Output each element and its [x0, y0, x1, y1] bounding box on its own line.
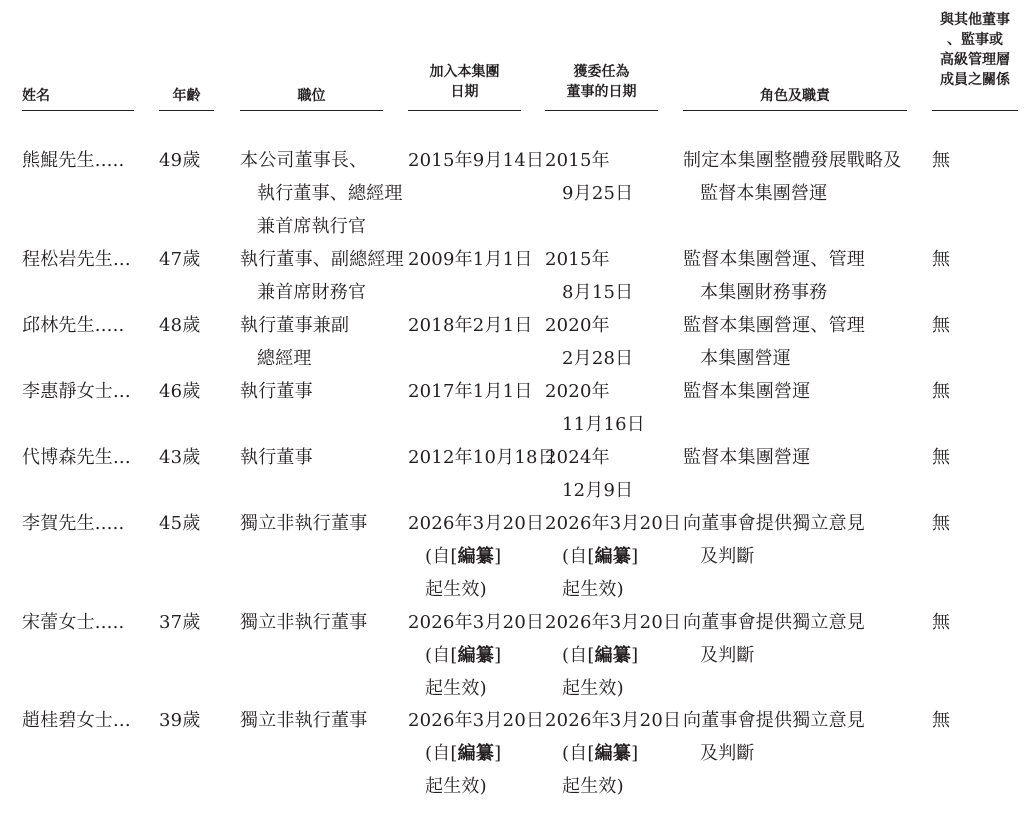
cell-appoint-date [545, 375, 645, 441]
cell-line: 2018年2月1日 [408, 315, 533, 336]
cell-relationship: 無 [932, 150, 951, 171]
cell-appoint-date [545, 243, 633, 309]
cell-line: 獨立非執行董事 [240, 710, 368, 731]
header-appoint-date: 獲委任為 董事的日期 [566, 64, 637, 100]
cell-line: (自[編纂] [425, 645, 502, 666]
cell-position [240, 507, 367, 540]
cell-name: 李惠靜女士... [22, 381, 131, 402]
header-relationship: 與其他董事 、監事或 高級管理層 成員之關係 [940, 12, 1010, 88]
header-rule-relationship [932, 110, 1018, 111]
header-rule-join-date [408, 110, 521, 111]
cell-line: 2026年3月20日 [545, 513, 682, 534]
cell-age: 48歲 [159, 315, 201, 336]
cell-line: 起生效) [562, 678, 624, 699]
cell-line: 監督本集團營運 [700, 183, 828, 204]
cell-roles [683, 243, 865, 309]
cell-relationship: 無 [932, 447, 951, 468]
header-rule-position [240, 110, 383, 111]
cell-roles [683, 507, 865, 573]
cell-line: 執行董事兼副 [240, 315, 350, 336]
cell-join-date [408, 704, 544, 803]
cell-roles [683, 606, 865, 672]
cell-age: 43歲 [159, 447, 201, 468]
cell-name: 邱林先生..... [22, 315, 125, 336]
cell-line: 本集團營運 [700, 348, 791, 369]
header-position: 職位 [297, 88, 326, 104]
cell-line: 及判斷 [700, 546, 755, 567]
cell-line: 向董事會提供獨立意見 [683, 710, 865, 731]
header-rule-appoint-date [545, 110, 658, 111]
cell-line: 兼首席財務官 [257, 282, 367, 303]
cell-line: 起生效) [562, 776, 624, 797]
cell-line: 總經理 [257, 348, 312, 369]
cell-line: 2015年 [545, 249, 610, 270]
cell-join-date [408, 243, 533, 276]
cell-age: 39歲 [159, 710, 201, 731]
cell-roles [683, 375, 810, 408]
cell-line: 及判斷 [700, 645, 755, 666]
cell-roles [683, 704, 865, 770]
cell-appoint-date [545, 507, 681, 606]
header-rule-roles [683, 110, 907, 111]
cell-line: (自[編纂] [562, 645, 639, 666]
cell-appoint-date [545, 441, 633, 507]
cell-position [240, 309, 349, 375]
cell-position [240, 704, 367, 737]
cell-line: 獨立非執行董事 [240, 612, 368, 633]
cell-position [240, 441, 313, 474]
cell-join-date [408, 507, 544, 606]
cell-join-date [408, 309, 533, 342]
cell-line: 及判斷 [700, 743, 755, 764]
cell-position [240, 144, 403, 243]
cell-line: 起生效) [562, 579, 624, 600]
cell-line: 起生效) [425, 579, 487, 600]
cell-join-date [408, 606, 544, 705]
cell-line: 兼首席執行官 [257, 216, 367, 237]
cell-relationship: 無 [932, 381, 951, 402]
cell-name: 熊鯤先生..... [22, 150, 125, 171]
cell-position [240, 243, 404, 309]
cell-appoint-date [545, 309, 633, 375]
cell-position [240, 606, 367, 639]
cell-line: 2020年 [545, 381, 610, 402]
cell-line: 本公司董事長、 [240, 150, 368, 171]
cell-line: 起生效) [425, 678, 487, 699]
cell-line: 執行董事 [240, 447, 313, 468]
cell-join-date [408, 441, 556, 474]
cell-line: 2015年 [545, 150, 610, 171]
cell-line: 起生效) [425, 776, 487, 797]
cell-line: 2026年3月20日 [408, 513, 545, 534]
cell-line: 2026年3月20日 [408, 612, 545, 633]
cell-line: 2月28日 [562, 348, 634, 369]
cell-name: 程松岩先生... [22, 249, 131, 270]
cell-line: 8月15日 [562, 282, 634, 303]
cell-line: 2012年10月18日 [408, 447, 556, 468]
cell-line: 執行董事、副總經理 [240, 249, 404, 270]
header-roles: 角色及職責 [760, 88, 830, 104]
cell-relationship: 無 [932, 315, 951, 336]
cell-position [240, 375, 313, 408]
cell-age: 47歲 [159, 249, 201, 270]
cell-line: 獨立非執行董事 [240, 513, 368, 534]
cell-join-date [408, 375, 533, 408]
cell-age: 49歲 [159, 150, 201, 171]
cell-line: 向董事會提供獨立意見 [683, 612, 865, 633]
cell-line: 監督本集團營運、管理 [683, 315, 865, 336]
cell-line: 本集團財務事務 [700, 282, 828, 303]
cell-join-date [408, 144, 544, 177]
cell-appoint-date [545, 704, 681, 803]
cell-line: 11月16日 [562, 414, 646, 435]
cell-name: 李賀先生..... [22, 513, 125, 534]
cell-line: 2015年9月14日 [408, 150, 545, 171]
header-rule-name [22, 110, 134, 111]
cell-age: 45歲 [159, 513, 201, 534]
cell-relationship: 無 [932, 513, 951, 534]
cell-relationship: 無 [932, 249, 951, 270]
cell-line: 向董事會提供獨立意見 [683, 513, 865, 534]
cell-roles [683, 144, 901, 210]
cell-line: 監督本集團營運 [683, 447, 811, 468]
cell-line: 2026年3月20日 [545, 710, 682, 731]
cell-line: (自[編纂] [425, 743, 502, 764]
cell-name: 代博森先生... [22, 447, 131, 468]
header-name: 姓名 [22, 88, 50, 104]
cell-line: 制定本集團整體發展戰略及 [683, 150, 902, 171]
cell-roles [683, 441, 810, 474]
header-join-date: 加入本集團 日期 [429, 64, 500, 100]
cell-line: 9月25日 [562, 183, 634, 204]
cell-line: 2024年 [545, 447, 610, 468]
cell-line: 監督本集團營運、管理 [683, 249, 865, 270]
cell-roles [683, 309, 865, 375]
cell-line: 監督本集團營運 [683, 381, 811, 402]
cell-line: (自[編纂] [562, 546, 639, 567]
header-age: 年齡 [172, 88, 201, 104]
cell-line: 2017年1月1日 [408, 381, 533, 402]
cell-line: 2009年1月1日 [408, 249, 533, 270]
cell-name: 趙桂碧女士... [22, 710, 131, 731]
cell-appoint-date [545, 606, 681, 705]
cell-line: 12月9日 [562, 480, 634, 501]
cell-appoint-date [545, 144, 633, 210]
cell-line: 2026年3月20日 [408, 710, 545, 731]
cell-line: 執行董事、總經理 [257, 183, 403, 204]
cell-age: 46歲 [159, 381, 201, 402]
cell-relationship: 無 [932, 710, 951, 731]
cell-name: 宋蕾女士..... [22, 612, 125, 633]
cell-line: 執行董事 [240, 381, 313, 402]
cell-line: 2020年 [545, 315, 610, 336]
cell-age: 37歲 [159, 612, 201, 633]
cell-line: 2026年3月20日 [545, 612, 682, 633]
cell-relationship: 無 [932, 612, 951, 633]
cell-line: (自[編纂] [425, 546, 502, 567]
header-rule-age [159, 110, 214, 111]
cell-line: (自[編纂] [562, 743, 639, 764]
